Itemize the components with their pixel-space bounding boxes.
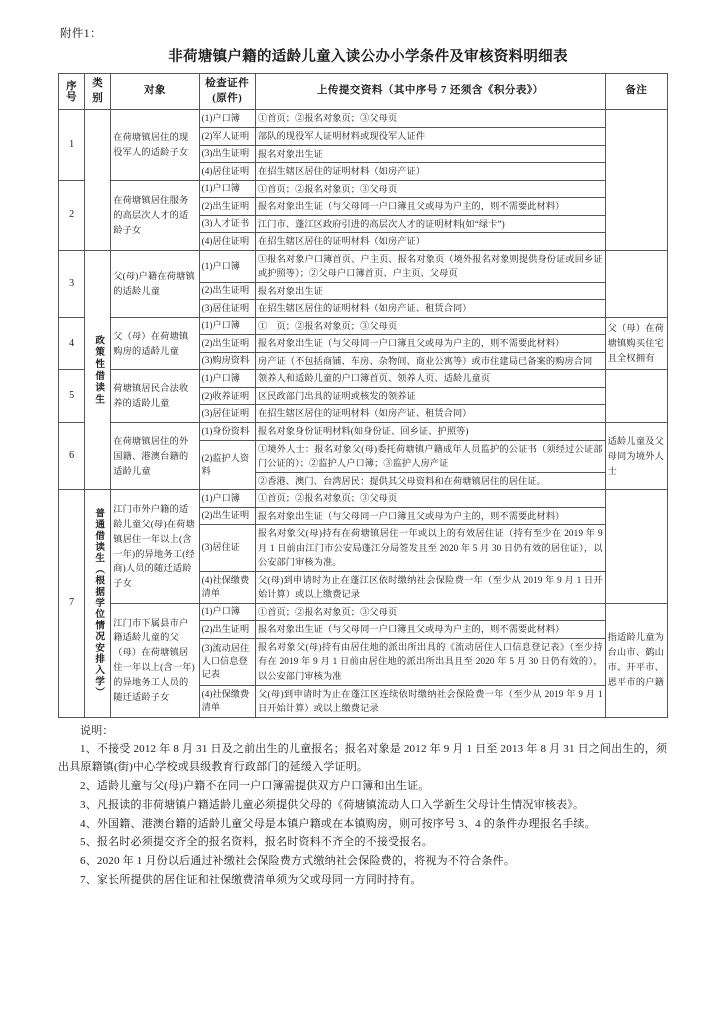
- cell-material: 在招生辖区居住的证明材料（如房产证、租赁合同）: [255, 300, 605, 318]
- cell-seq: 7: [59, 490, 85, 717]
- note-item: 6、2020 年 1 月份以后通过补缴社会保险费方式缴纳社会保险费的，将视为不符合条件。: [80, 855, 516, 868]
- cell-document: (4)社保缴费清单: [199, 571, 255, 603]
- cell-material: 区民政部门出具的证明或核发的领养证: [255, 387, 605, 405]
- cell-material: 报名对象出生证（与父母同一户口簿且父或母为户主的，则不需要此材料）: [255, 198, 605, 216]
- cell-object: 江门市下属县市户籍适龄儿童的父（母）在荷塘镇居住一年以上(含一年)的异地务工人员的随迁适龄子女: [111, 603, 199, 717]
- cell-material: 报名对象父(母)持有由居住地的派出所出具的《流动居住人口信息登记表》（至少持有在 2019 年 9 月 1 日前由居住地的派出所出具且至 2020 年 5 月 30 日仍有效的），以公安部门审核为准: [255, 638, 605, 685]
- cell-document: (2)收养证明: [199, 387, 255, 405]
- notes-heading: 说明：: [80, 724, 114, 737]
- cell-material: 报名对象身份证明材料(如身份证、回乡证、护照等): [255, 423, 605, 441]
- cell-seq: 3: [59, 250, 85, 317]
- cell-document: (4)社保缴费清单: [199, 685, 255, 717]
- note-item: 1、不接受 2012 年 8 月 31 日及之前出生的儿童报名；报名对象是 2012 年 9 月 1 日至 2013 年 8 月 31 日之间出生的，须出具原籍镇(街)中心学校或县级教育行政部门的延缓入学证明。: [58, 743, 668, 774]
- cell-material: 在招生辖区居住的证明材料（如房产证、租赁合同）: [255, 405, 605, 423]
- cell-document: (3)居住证: [199, 525, 255, 572]
- cell-document: (1)户口簿: [199, 603, 255, 621]
- cell-remark: 父（母）在荷塘镇购买住宅且全权拥有: [605, 317, 667, 370]
- table-row: [59, 317, 668, 335]
- cell-remark: 指适龄儿童为台山市、鹤山市、开平市、恩平市的户籍: [605, 603, 667, 717]
- cell-seq: 6: [59, 423, 85, 490]
- cell-object: 江门市外户籍的适龄儿童父(母)在荷塘镇居住一年以上(含一年)的异地务工(经商)人员的随迁适龄子女: [111, 490, 199, 604]
- cell-material: ①首页；②报名对象页；③父母页: [255, 603, 605, 621]
- cell-material: 父(母)到申请时为止在蓬江区依时缴纳社会保险费一年（至少从 2019 年 9 月 1 日开始计算）或以上缴费记录: [255, 571, 605, 603]
- page-title: 非荷塘镇户籍的适龄儿童入读公办小学条件及审核资料明细表: [168, 48, 568, 65]
- cell-document: (4)居住证明: [199, 163, 255, 181]
- table-row: [59, 110, 668, 128]
- category-label-policy: 政策性借读生: [93, 334, 105, 406]
- table-row: [59, 180, 668, 198]
- cell-material: 江门市、蓬江区政府引进的高层次人才的证明材料(如“绿卡”): [255, 215, 605, 233]
- requirements-table: [58, 73, 668, 718]
- cell-category-policy: [85, 250, 111, 489]
- note-item: 4、外国籍、港澳台籍的适龄儿童父母是本镇户籍或在本镇购房，则可按序号 3、4 的条件办理报名手续。: [80, 817, 596, 830]
- table-row: [59, 370, 668, 388]
- note-item: 2、适龄儿童与父(母)户籍不在同一户口簿需提供双方户口簿和出生证。: [80, 780, 430, 793]
- cell-category-ordinary: [85, 490, 111, 717]
- column-header-seq-line1: 序: [66, 80, 78, 92]
- cell-object: 父(母)户籍在荷塘镇的适龄儿童: [111, 250, 199, 317]
- cell-material: 父(母)到申请时为止在蓬江区连续依时缴纳社会保险费一年（至少从 2019 年 9 月 1 日开始计算）或以上缴费记录: [255, 685, 605, 717]
- cell-material: 部队的现役军人证明材料或现役军人证件: [255, 127, 605, 145]
- cell-material: ①境外人士：报名对象父(母)委托荷塘镇户籍成年人员监护的公证书（须经过公证部门公证的）；②监护人户口簿；③监护人房产证: [255, 440, 605, 472]
- cell-object: 荷塘镇居民合法收养的适龄儿童: [111, 370, 199, 423]
- cell-document: (1)户口簿: [199, 317, 255, 335]
- cell-document: (2)出生证明: [199, 198, 255, 216]
- cell-document: (3)居住证明: [199, 405, 255, 423]
- cell-material: 报名对象出生证: [255, 282, 605, 300]
- note-item: 5、报名时必须提交齐全的报名资料，报名时资料不齐全的不接受报名。: [80, 836, 433, 849]
- cell-object: 父（母）在荷塘镇购房的适龄儿童: [111, 317, 199, 370]
- cell-material: 报名对象出生证（与父母同一户口簿且父或母为户主的，则不需要此材料）: [255, 335, 605, 353]
- column-header-seq-line2: 号: [66, 91, 78, 103]
- cell-document: (1)户口簿: [199, 110, 255, 128]
- cell-remark: [605, 110, 667, 250]
- table-row: [59, 423, 668, 441]
- cell-material: ①首页；②报名对象页；③父母页: [255, 490, 605, 508]
- cell-material: ①首页；②报名对象页；③父母页: [255, 110, 605, 128]
- cell-document: (2)出生证明: [199, 282, 255, 300]
- cell-document: (3)流动居住人口信息登记表: [199, 638, 255, 685]
- cell-seq: 1: [59, 110, 85, 180]
- cell-document: (1)户口簿: [199, 490, 255, 508]
- cell-material: 在招生辖区居住的证明材料（如房产证）: [255, 233, 605, 251]
- attachment-label: 附件1：: [60, 28, 102, 40]
- note-item: 3、凡报读的非荷塘镇户籍适龄儿童必须提供父母的《荷塘镇流动人口入学新生父母计生情况审核表》。: [80, 798, 585, 811]
- cell-document: (1)户口簿: [199, 250, 255, 282]
- cell-document: (2)出生证明: [199, 621, 255, 639]
- column-header-documents: 检查证件(原件): [199, 73, 255, 110]
- cell-seq: 2: [59, 180, 85, 250]
- column-header-category: 类别: [85, 73, 111, 110]
- column-header-seq: [59, 73, 85, 110]
- table-row: [59, 490, 668, 508]
- cell-document: (2)监护人资料: [199, 440, 255, 490]
- table-header-row: [59, 73, 668, 110]
- cell-remark: 适龄儿童及父母同为境外人士: [605, 423, 667, 490]
- cell-seq: 5: [59, 370, 85, 423]
- category-label-ordinary: 普通借读生（根据学位情况安排入学）: [93, 508, 105, 699]
- table-row: [59, 250, 668, 282]
- cell-document: (1)户口簿: [199, 180, 255, 198]
- note-item: 7、家长所提供的居住证和社保缴费清单须为父或母同一方同时持有。: [80, 874, 422, 887]
- cell-material: ① 页；②报名对象页；③父母页: [255, 317, 605, 335]
- cell-document: (3)居住证明: [199, 300, 255, 318]
- cell-object: 在荷塘镇居住的现役军人的适龄子女: [111, 110, 199, 180]
- column-header-materials: 上传提交资料（其中序号 7 还须含《积分表》）: [255, 73, 605, 110]
- cell-material: 报名对象出生证（与父母同一户口簿且父或母为户主的，则不需要此材料）: [255, 507, 605, 525]
- cell-remark: [605, 490, 667, 604]
- notes-section: [58, 723, 678, 890]
- table-body: [59, 110, 668, 717]
- cell-document: (1)身份资料: [199, 423, 255, 441]
- cell-material: 在招生辖区居住的证明材料（如房产证）: [255, 163, 605, 181]
- cell-material: ①报名对象户口簿首页、户主页、报名对象页（境外报名对象则提供身份证或回乡证或护照等）；②父母户口簿首页、户主页、父母页: [255, 250, 605, 282]
- cell-category-blank: [85, 110, 111, 250]
- column-header-object: 对象: [111, 73, 199, 110]
- cell-material: ①首页；②报名对象页；③父母页: [255, 180, 605, 198]
- cell-document: (3)出生证明: [199, 145, 255, 163]
- cell-document: (3)购房资料: [199, 352, 255, 370]
- cell-object: 在荷塘镇居住的外国籍、港澳台籍的适龄儿童: [111, 423, 199, 490]
- vertical-text-wrapper: [87, 335, 108, 406]
- cell-material: 报名对象出生证（与父母同一户口簿且父或母为户主的，则不需要此材料）: [255, 621, 605, 639]
- cell-remark: [605, 370, 667, 423]
- vertical-text-wrapper: [87, 508, 108, 698]
- cell-document: (3)人才证书: [199, 215, 255, 233]
- cell-document: (1)户口簿: [199, 370, 255, 388]
- cell-seq: 4: [59, 317, 85, 370]
- cell-material: 报名对象出生证: [255, 145, 605, 163]
- cell-remark: [605, 250, 667, 317]
- cell-object: 在荷塘镇居住服务的高层次人才的适龄子女: [111, 180, 199, 250]
- cell-document: (2)军人证明: [199, 127, 255, 145]
- cell-document: (2)出生证明: [199, 507, 255, 525]
- table-row: [59, 603, 668, 621]
- cell-document: (2)出生证明: [199, 335, 255, 353]
- cell-material: 领养人和适龄儿童的户口簿首页、领养人页、适龄儿童页: [255, 370, 605, 388]
- cell-material: 报名对象父(母)持有在荷塘镇居住一年或以上的有效居住证（持有至少在 2019 年 9 月 1 日前由江门市公安局蓬江分局签发且至 2020 年 5 月 30 日仍有效的居住证），以公安部门审核为准。: [255, 525, 605, 572]
- cell-material: ②香港、澳门、台湾居民：提供其父母资料和在荷塘镇居住的居住证。: [255, 472, 605, 490]
- column-header-remarks: 备注: [605, 73, 667, 110]
- cell-document: (4)居住证明: [199, 233, 255, 251]
- cell-material: 房产证（不包括商铺、车房、杂物间、商业公寓等）或市住建局已备案的购房合同: [255, 352, 605, 370]
